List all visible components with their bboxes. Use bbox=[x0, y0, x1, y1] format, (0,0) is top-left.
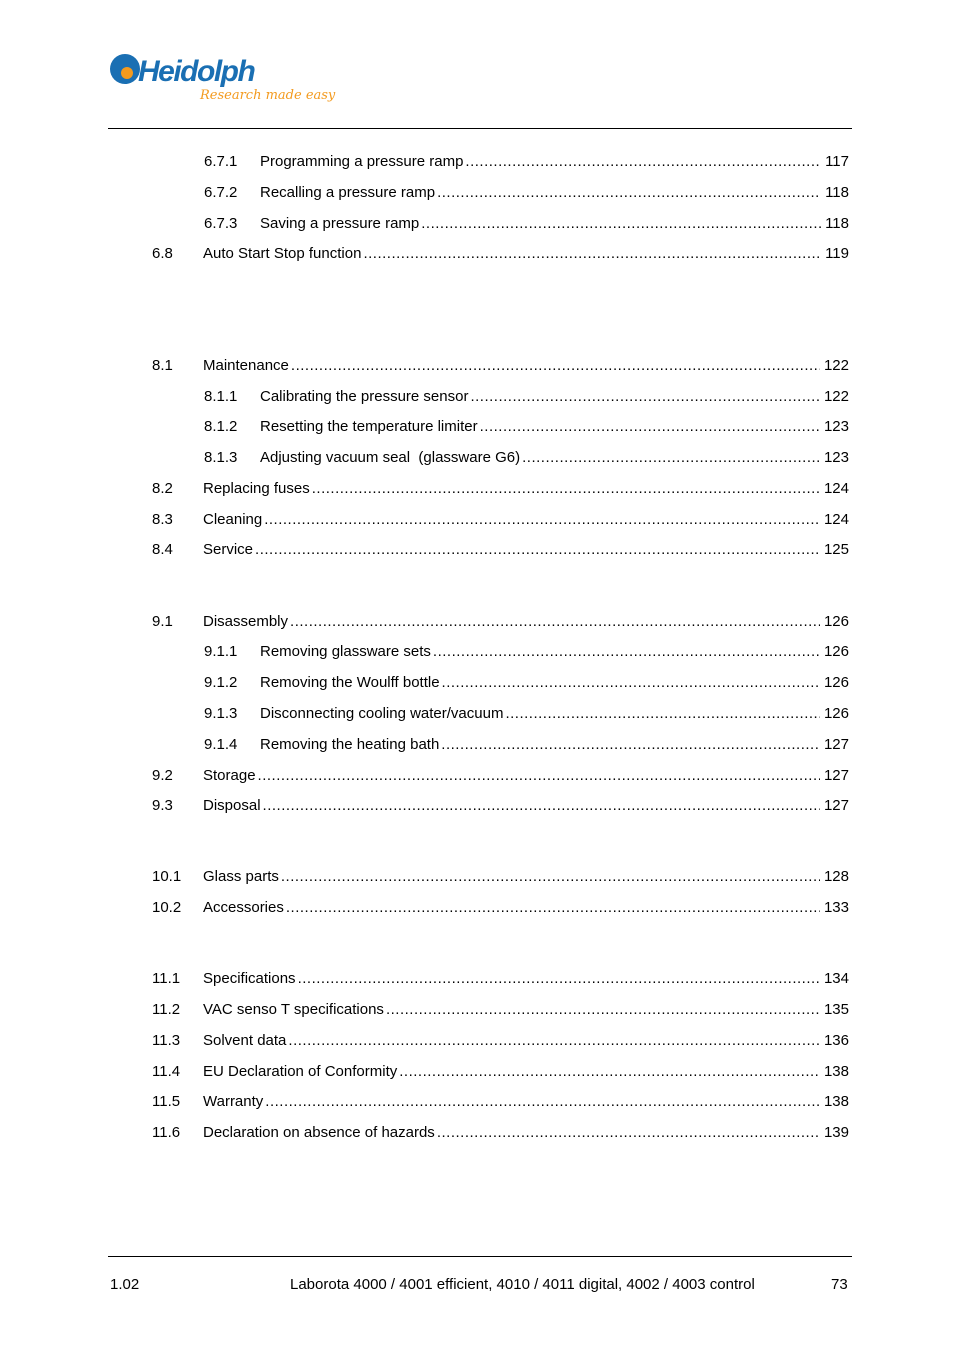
toc-entry[interactable] bbox=[0, 510, 954, 530]
toc-dot-leader bbox=[433, 642, 820, 662]
toc-entry-line bbox=[203, 510, 849, 530]
toc-section-number: 11.5 bbox=[152, 1093, 181, 1110]
footer-divider bbox=[108, 1256, 852, 1257]
toc-entry[interactable] bbox=[0, 612, 954, 632]
toc-section-title[interactable]: Declaration on absence of hazards bbox=[203, 1124, 435, 1141]
footer-page-number: 73 bbox=[831, 1276, 848, 1293]
toc-section-title[interactable]: Cleaning bbox=[203, 511, 263, 528]
toc-entry[interactable] bbox=[0, 1000, 954, 1020]
toc-dot-leader bbox=[441, 735, 820, 755]
toc-page-number[interactable]: 127 bbox=[823, 736, 849, 753]
logo-tagline: Research made easy bbox=[200, 88, 336, 103]
toc-entry-line bbox=[203, 1123, 849, 1143]
toc-section-number: 9.1 bbox=[152, 613, 173, 630]
toc-dot-leader bbox=[505, 704, 820, 724]
toc-entry-line bbox=[203, 1062, 849, 1082]
toc-entry[interactable] bbox=[0, 479, 954, 499]
logo-dot-icon bbox=[121, 67, 133, 79]
toc-page-number[interactable]: 118 bbox=[825, 215, 849, 232]
toc-dot-leader bbox=[399, 1062, 820, 1082]
toc-entry[interactable] bbox=[0, 898, 954, 918]
toc-section-title[interactable]: Recalling a pressure ramp bbox=[260, 184, 436, 201]
toc-section-title[interactable]: Auto Start Stop function bbox=[203, 245, 362, 262]
toc-page-number[interactable]: 117 bbox=[825, 153, 849, 170]
toc-entry[interactable] bbox=[0, 704, 954, 724]
toc-dot-leader bbox=[421, 214, 821, 234]
toc-section-number: 11.6 bbox=[152, 1124, 181, 1141]
toc-dot-leader bbox=[465, 152, 821, 172]
toc-dot-leader bbox=[265, 1092, 820, 1112]
toc-entry[interactable] bbox=[0, 417, 954, 437]
toc-section-title[interactable]: Maintenance bbox=[203, 357, 289, 374]
toc-section-number: 8.2 bbox=[152, 480, 173, 497]
toc-entry-line bbox=[203, 867, 849, 887]
toc-entry-line bbox=[260, 642, 849, 662]
toc-entry-line bbox=[203, 969, 849, 989]
toc-page-number[interactable]: 127 bbox=[823, 797, 849, 814]
toc-entry-line bbox=[203, 356, 849, 376]
toc-section-title[interactable]: Removing the Woulff bottle bbox=[260, 674, 440, 691]
toc-section-title[interactable]: Service bbox=[203, 541, 254, 558]
toc-dot-leader bbox=[470, 387, 820, 407]
toc-page-number[interactable]: 134 bbox=[823, 970, 849, 987]
toc-section-title[interactable]: Disposal bbox=[203, 797, 261, 814]
toc-entry[interactable] bbox=[0, 642, 954, 662]
toc-entry[interactable] bbox=[0, 673, 954, 693]
toc-entry-line bbox=[260, 387, 849, 407]
toc-section-number: 10.1 bbox=[152, 868, 182, 885]
toc-dot-leader bbox=[255, 540, 820, 560]
toc-entry-line bbox=[203, 479, 849, 499]
toc-section-number: 8.1.1 bbox=[204, 388, 238, 405]
toc-dot-leader bbox=[437, 183, 821, 203]
toc-entry-line bbox=[203, 766, 849, 786]
toc-section-title[interactable]: Replacing fuses bbox=[203, 480, 310, 497]
toc-entry-line bbox=[260, 214, 849, 234]
toc-entry[interactable] bbox=[0, 796, 954, 816]
toc-section-title[interactable]: Saving a pressure ramp bbox=[260, 215, 420, 232]
toc-page-number[interactable]: 138 bbox=[823, 1093, 849, 1110]
toc-page-number[interactable]: 122 bbox=[823, 388, 849, 405]
toc-page-number[interactable]: 123 bbox=[823, 449, 849, 466]
toc-entry-line bbox=[260, 704, 849, 724]
toc-entry[interactable] bbox=[0, 214, 954, 234]
toc-entry[interactable] bbox=[0, 1031, 954, 1051]
toc-dot-leader bbox=[290, 612, 820, 632]
toc-dot-leader bbox=[263, 796, 820, 816]
toc-entry[interactable] bbox=[0, 448, 954, 468]
toc-section-number: 8.1.3 bbox=[204, 449, 238, 466]
toc-page-number[interactable]: 122 bbox=[823, 357, 849, 374]
toc-section-title[interactable]: EU Declaration of Conformity bbox=[203, 1063, 398, 1080]
toc-entry-line bbox=[260, 417, 849, 437]
toc-page-number[interactable]: 139 bbox=[823, 1124, 849, 1141]
toc-section-title[interactable]: Resetting the temperature limiter bbox=[260, 418, 478, 435]
toc-section-number: 8.1 bbox=[152, 357, 173, 374]
toc-section-number: 11.2 bbox=[152, 1001, 181, 1018]
toc-section-number: 9.1.3 bbox=[204, 705, 238, 722]
toc-entry-line bbox=[203, 244, 849, 264]
footer-version: 1.02 bbox=[110, 1276, 140, 1293]
toc-section-number: 11.3 bbox=[152, 1032, 181, 1049]
logo-circle-icon bbox=[110, 54, 140, 84]
heidolph-logo bbox=[108, 50, 336, 112]
toc-section-title[interactable]: Adjusting vacuum seal (glassware G6) bbox=[260, 449, 521, 466]
toc-entry-line bbox=[203, 1000, 849, 1020]
toc-entry-line bbox=[203, 540, 849, 560]
toc-entry[interactable] bbox=[0, 356, 954, 376]
toc-section-number: 6.7.2 bbox=[204, 184, 238, 201]
header-divider bbox=[108, 128, 852, 129]
toc-section-number: 9.1.1 bbox=[204, 643, 238, 660]
toc-dot-leader bbox=[312, 479, 820, 499]
toc-page-number[interactable]: 133 bbox=[823, 899, 849, 916]
toc-dot-leader bbox=[288, 1031, 820, 1051]
toc-entry-line bbox=[260, 673, 849, 693]
toc-entry-line bbox=[203, 1092, 849, 1112]
toc-section-title[interactable]: Programming a pressure ramp bbox=[260, 153, 464, 170]
toc-section-title[interactable]: Disassembly bbox=[203, 613, 289, 630]
toc-page-number[interactable]: 126 bbox=[823, 674, 849, 691]
toc-entry[interactable] bbox=[0, 540, 954, 560]
toc-dot-leader bbox=[291, 356, 820, 376]
toc-page-number[interactable]: 124 bbox=[823, 511, 849, 528]
toc-entry[interactable] bbox=[0, 867, 954, 887]
toc-entry[interactable] bbox=[0, 735, 954, 755]
toc-page-number[interactable]: 136 bbox=[823, 1032, 849, 1049]
toc-page-number[interactable]: 128 bbox=[823, 868, 849, 885]
toc-entry-line bbox=[260, 735, 849, 755]
toc-dot-leader bbox=[522, 448, 820, 468]
toc-section-number: 8.3 bbox=[152, 511, 173, 528]
toc-entry[interactable] bbox=[0, 766, 954, 786]
toc-entry[interactable] bbox=[0, 387, 954, 407]
toc-section-number: 11.4 bbox=[152, 1063, 181, 1080]
toc-section-number: 6.7.1 bbox=[204, 153, 238, 170]
toc-section-title[interactable]: Accessories bbox=[203, 899, 284, 916]
toc-page-number[interactable]: 126 bbox=[823, 613, 849, 630]
toc-section-title[interactable]: Disconnecting cooling water/vacuum bbox=[260, 705, 504, 722]
toc-dot-leader bbox=[286, 898, 820, 918]
toc-entry-line bbox=[260, 448, 849, 468]
toc-section-number: 11.1 bbox=[152, 970, 181, 987]
toc-entry[interactable] bbox=[0, 1123, 954, 1143]
toc-dot-leader bbox=[442, 673, 820, 693]
toc-page-number[interactable]: 138 bbox=[823, 1063, 849, 1080]
logo-wordmark: Heidolph bbox=[138, 55, 255, 88]
toc-section-number: 9.2 bbox=[152, 767, 173, 784]
toc-section-title[interactable]: Removing the heating bath bbox=[260, 736, 440, 753]
toc-entry-line bbox=[203, 612, 849, 632]
footer-product-name: Laborota 4000 / 4001 efficient, 4010 / 4011 digital, 4002 / 4003 control bbox=[290, 1276, 755, 1293]
toc-dot-leader bbox=[363, 244, 821, 264]
toc-section-title[interactable]: Storage bbox=[203, 767, 256, 784]
toc-section-number: 10.2 bbox=[152, 899, 182, 916]
toc-page-number[interactable]: 123 bbox=[823, 418, 849, 435]
toc-section-title[interactable]: Solvent data bbox=[203, 1032, 287, 1049]
toc-dot-leader bbox=[264, 510, 820, 530]
toc-section-title[interactable]: Calibrating the pressure sensor bbox=[260, 388, 469, 405]
toc-dot-leader bbox=[437, 1123, 820, 1143]
toc-dot-leader bbox=[281, 867, 820, 887]
toc-entry-line bbox=[260, 183, 849, 203]
toc-entry[interactable] bbox=[0, 152, 954, 172]
toc-page-number[interactable]: 135 bbox=[823, 1001, 849, 1018]
toc-section-number: 6.8 bbox=[152, 245, 173, 262]
toc-section-number: 9.1.4 bbox=[204, 736, 238, 753]
toc-section-title[interactable]: Specifications bbox=[203, 970, 296, 987]
toc-page-number[interactable]: 126 bbox=[823, 705, 849, 722]
toc-page-number[interactable]: 118 bbox=[825, 184, 849, 201]
toc-entry-line bbox=[203, 796, 849, 816]
toc-section-title[interactable]: Warranty bbox=[203, 1093, 264, 1110]
toc-page-number[interactable]: 125 bbox=[823, 541, 849, 558]
toc-page-number[interactable]: 126 bbox=[823, 643, 849, 660]
toc-dot-leader bbox=[386, 1000, 820, 1020]
toc-entry[interactable] bbox=[0, 969, 954, 989]
toc-section-number: 8.4 bbox=[152, 541, 173, 558]
toc-entry-line bbox=[203, 1031, 849, 1051]
toc-page-number[interactable]: 124 bbox=[823, 480, 849, 497]
toc-section-number: 6.7.3 bbox=[204, 215, 238, 232]
toc-page-number[interactable]: 127 bbox=[823, 767, 849, 784]
toc-entry[interactable] bbox=[0, 183, 954, 203]
toc-entry[interactable] bbox=[0, 1062, 954, 1082]
toc-dot-leader bbox=[298, 969, 820, 989]
toc-section-title[interactable]: VAC senso T specifications bbox=[203, 1001, 384, 1018]
toc-entry-line bbox=[203, 898, 849, 918]
toc-page-number[interactable]: 119 bbox=[825, 245, 849, 262]
toc-entry-line bbox=[260, 152, 849, 172]
toc-dot-leader bbox=[258, 766, 820, 786]
toc-entry[interactable] bbox=[0, 1092, 954, 1112]
toc-section-number: 9.3 bbox=[152, 797, 173, 814]
toc-dot-leader bbox=[480, 417, 820, 437]
toc-section-title[interactable]: Removing glassware sets bbox=[260, 643, 431, 660]
toc-section-title[interactable]: Glass parts bbox=[203, 868, 279, 885]
toc-section-number: 8.1.2 bbox=[204, 418, 238, 435]
toc-section-number: 9.1.2 bbox=[204, 674, 238, 691]
toc-entry[interactable] bbox=[0, 244, 954, 264]
